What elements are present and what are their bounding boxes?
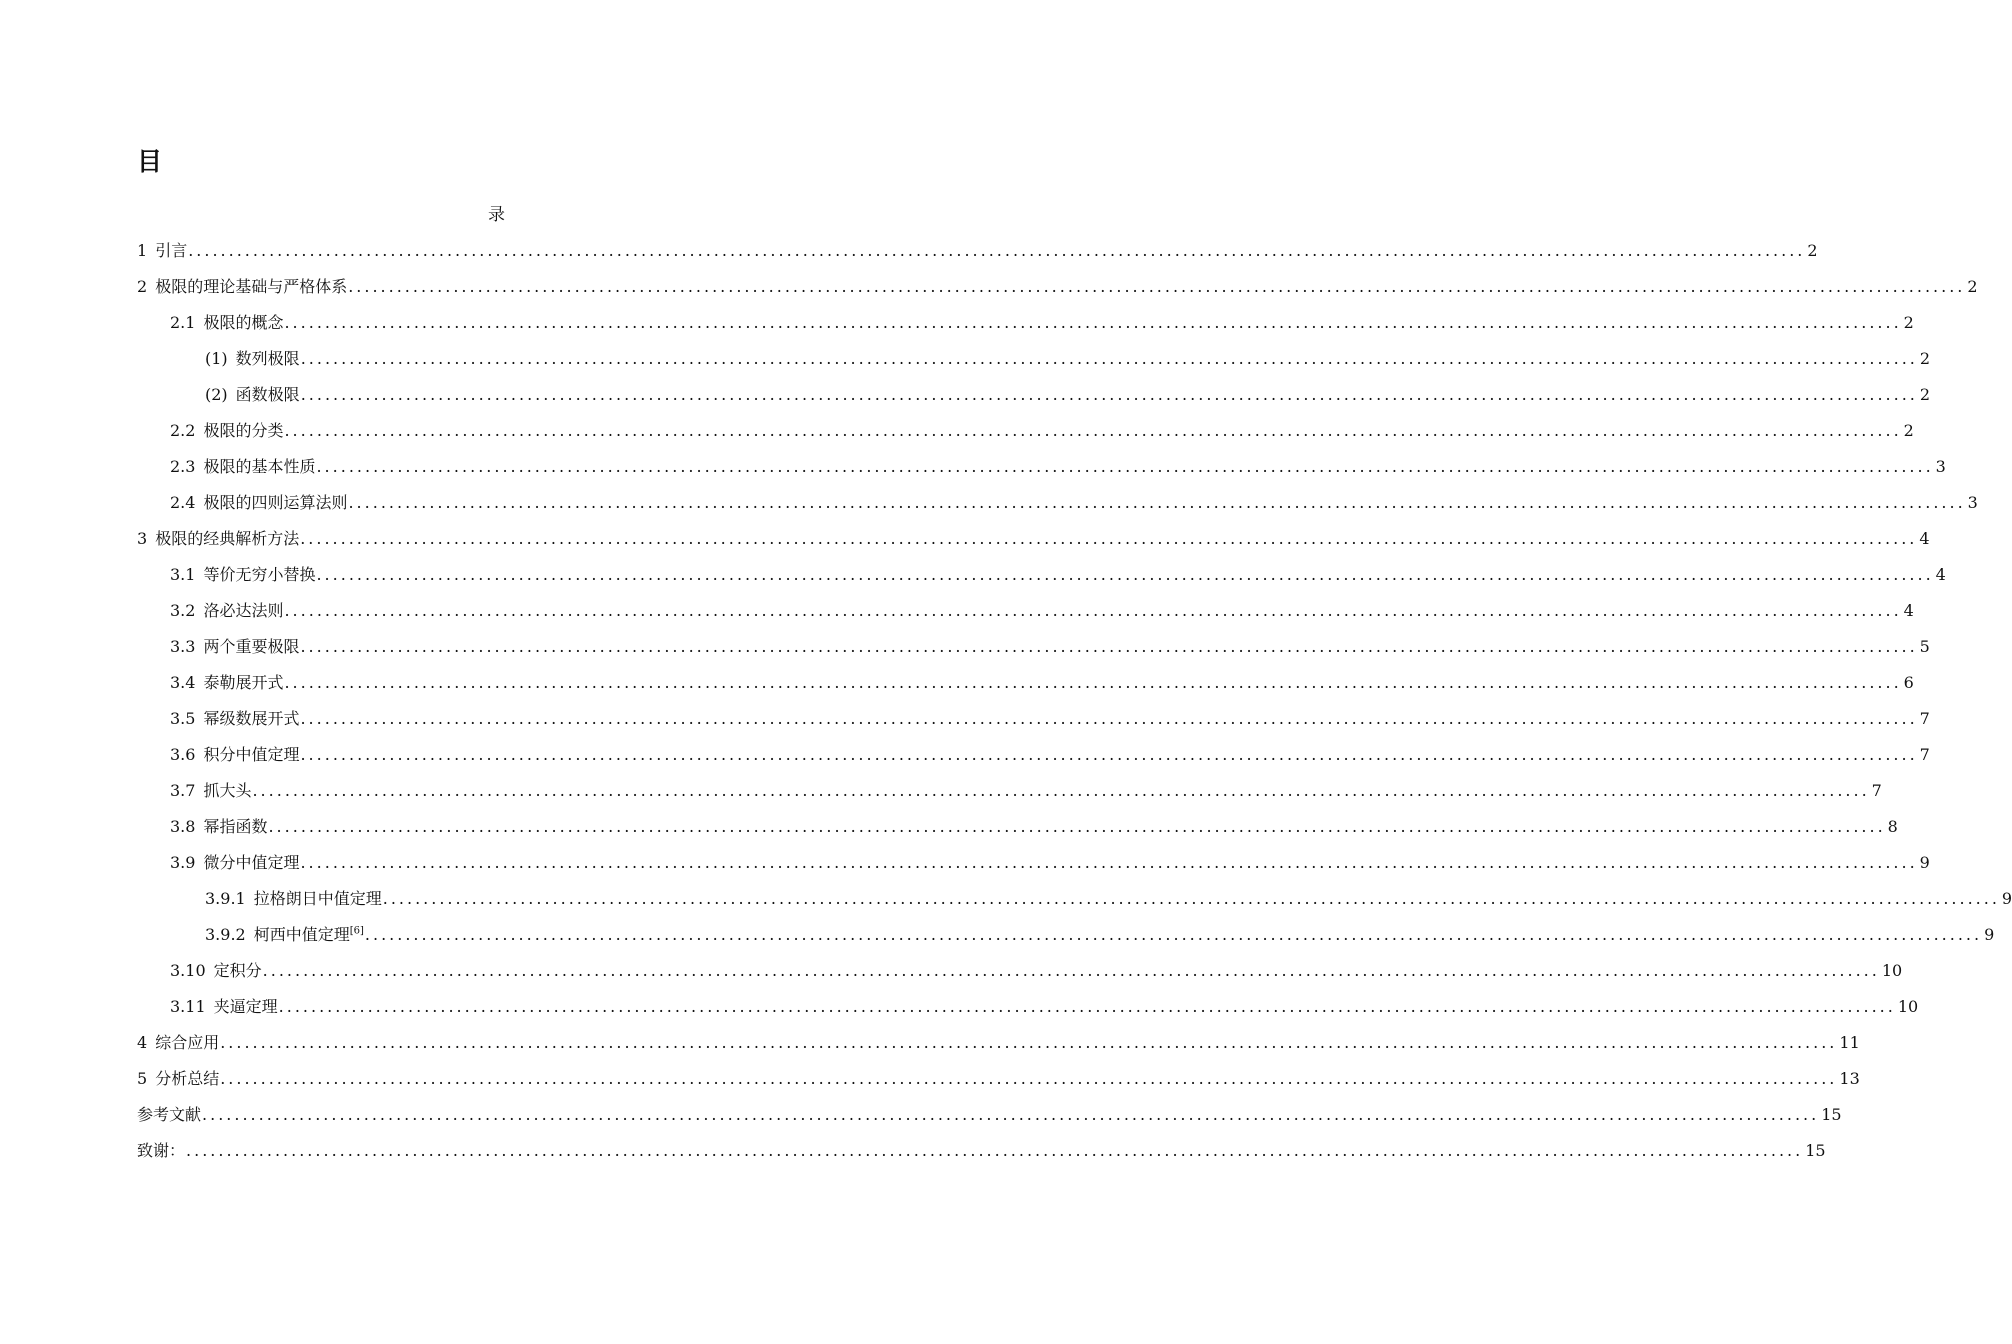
toc-entry-title: 定积分 [213, 961, 262, 980]
toc-entry-number: 3.9.1 [205, 889, 246, 908]
toc-leader-dots: ........................................................................................................................................................................................................ [300, 349, 1918, 368]
toc-entry[interactable] [170, 953, 1903, 989]
toc-entry-number: 2.1 [170, 313, 196, 332]
toc-entry-title: 参考文献 [137, 1105, 202, 1124]
toc-entry-page: 3 [1967, 493, 1978, 512]
toc-leader-dots: ........................................................................................................................................................................................................ [284, 673, 1902, 692]
toc-entry-number: 3.6 [170, 745, 196, 764]
toc-entry-number: 3.8 [170, 817, 196, 836]
toc-entry-title: 等价无穷小替换 [203, 565, 316, 584]
toc-leader-dots: ........................................................................................................................................................................................................ [382, 889, 2000, 908]
toc-entry-page: 13 [1839, 1069, 1860, 1088]
toc-entry[interactable] [205, 377, 1931, 413]
toc-leader-dots: ........................................................................................................................................................................................................ [284, 601, 1902, 620]
toc-entry-page: 9 [2001, 889, 2012, 908]
toc-leader-dots: ........................................................................................................................................................................................................ [348, 493, 1966, 512]
toc-entry-number: 4 [137, 1033, 148, 1052]
toc-entry[interactable] [170, 557, 1946, 593]
toc-entry-title: 拉格朗日中值定理 [253, 889, 382, 908]
toc-leader-dots: ........................................................................................................................................................................................................ [186, 1141, 1804, 1160]
toc-entry[interactable] [137, 1133, 1826, 1169]
toc-entry-number: 5 [137, 1069, 148, 1088]
toc-entry-title: 洛必达法则 [203, 601, 284, 620]
toc-entry-number: 3.9.2 [205, 925, 246, 944]
toc-entry-number: 3.3 [170, 637, 196, 656]
toc-entry[interactable] [170, 809, 1898, 845]
toc-entry-number: 2.4 [170, 493, 196, 512]
toc-entry-title: 极限的分类 [203, 421, 284, 440]
toc-entry-number: 3.1 [170, 565, 196, 584]
toc-entry[interactable] [205, 881, 2012, 917]
toc-entry-title: 引言 [155, 241, 188, 260]
toc-entry-page: 5 [1919, 637, 1930, 656]
toc-entry[interactable] [205, 341, 1931, 377]
toc-entry-title: 综合应用 [155, 1033, 220, 1052]
toc-entry-page: 2 [1903, 313, 1914, 332]
toc-leader-dots: ........................................................................................................................................................................................................ [262, 961, 1880, 980]
toc-entry-title: 微分中值定理 [203, 853, 300, 872]
toc-leader-dots: ........................................................................................................................................................................................................ [364, 925, 1983, 944]
toc-entry[interactable] [137, 521, 1930, 557]
toc-leader-dots: ........................................................................................................................................................................................................ [300, 853, 1918, 872]
toc-entry-page: 4 [1935, 565, 1946, 584]
toc-leader-dots: ........................................................................................................................................................................................................ [316, 457, 1934, 476]
toc-entry-title: 积分中值定理 [203, 745, 300, 764]
toc-entry-number: 2.2 [170, 421, 196, 440]
toc-leader-dots: ........................................................................................................................................................................................................ [284, 421, 1902, 440]
toc-leader-dots: ........................................................................................................................................................................................................ [220, 1033, 1838, 1052]
toc-entry-number: 3.7 [170, 781, 196, 800]
toc-entry-page: 10 [1897, 997, 1919, 1016]
toc-entry-number: 3.10 [170, 961, 206, 980]
toc-entry-page: 10 [1881, 961, 1903, 980]
toc-entry[interactable] [170, 485, 1978, 521]
toc-entry-number: (1) [205, 349, 228, 368]
toc-entry[interactable] [137, 1097, 1842, 1133]
toc-entry-title: 数列极限 [235, 349, 300, 368]
toc-entry-page: 2 [1919, 385, 1931, 404]
toc-leader-dots: ........................................................................................................................................................................................................ [268, 817, 1886, 836]
toc-entry[interactable] [170, 989, 1919, 1025]
toc-entry-page: 8 [1887, 817, 1898, 836]
toc-entry[interactable] [137, 1025, 1860, 1061]
citation-superscript: [6] [349, 925, 364, 937]
toc-entry-number: 2 [137, 277, 148, 296]
toc-entry-page: 4 [1919, 529, 1930, 548]
toc-leader-dots: ........................................................................................................................................................................................................ [300, 745, 1918, 764]
toc-entry[interactable] [137, 233, 1818, 269]
toc-entry[interactable] [170, 737, 1930, 773]
toc-entry-page: 15 [1805, 1141, 1826, 1160]
toc-entry-number: 3.4 [170, 673, 196, 692]
toc-entry-page: 9 [1919, 853, 1930, 872]
toc-leader-dots: ........................................................................................................................................................................................................ [202, 1105, 1820, 1124]
toc-entry[interactable] [137, 269, 1978, 305]
toc-entry-title: 极限的概念 [203, 313, 284, 332]
toc-leader-dots: ........................................................................................................................................................................................................ [220, 1069, 1838, 1088]
toc-entry-number: 3.5 [170, 709, 196, 728]
toc-entry-page: 11 [1839, 1033, 1860, 1052]
toc-entry-page: 3 [1935, 457, 1946, 476]
toc-entry[interactable] [205, 917, 1995, 953]
toc-entry-page: 6 [1903, 673, 1914, 692]
toc-entry[interactable] [170, 773, 1882, 809]
toc-leader-dots: ........................................................................................................................................................................................................ [300, 709, 1918, 728]
toc-leader-dots: ........................................................................................................................................................................................................ [252, 781, 1870, 800]
toc-entry-page: 7 [1919, 709, 1930, 728]
toc-entry-title: 幂级数展开式 [203, 709, 300, 728]
toc-entry-page: 15 [1821, 1105, 1842, 1124]
toc-entry-title: 夹逼定理 [213, 997, 278, 1016]
toc-entry[interactable] [170, 593, 1914, 629]
toc-entry[interactable] [170, 665, 1914, 701]
toc-entry[interactable] [170, 701, 1930, 737]
toc-heading-top: 目 [137, 147, 163, 176]
toc-leader-dots: ........................................................................................................................................................................................................ [300, 637, 1918, 656]
toc-leader-dots: ........................................................................................................................................................................................................ [316, 565, 1934, 584]
toc-entry-title: 极限的基本性质 [203, 457, 316, 476]
toc-entry[interactable] [170, 629, 1930, 665]
toc-entry-number: 3 [137, 529, 148, 548]
toc-entry[interactable] [170, 305, 1914, 341]
toc-entry-title: 函数极限 [235, 385, 300, 404]
toc-entry-number: 3.11 [170, 997, 206, 1016]
toc-leader-dots: ........................................................................................................................................................................................................ [300, 529, 1918, 548]
toc-entry-page: 7 [1919, 745, 1930, 764]
toc-entry[interactable] [170, 449, 1946, 485]
toc-entry-title: 分析总结 [155, 1069, 220, 1088]
toc-entry[interactable] [137, 1061, 1860, 1097]
toc-entry-page: 7 [1871, 781, 1882, 800]
toc-entry-page: 4 [1903, 601, 1914, 620]
toc-heading-sub: 录 [488, 205, 505, 225]
toc-entry-title: 柯西中值定理 [253, 925, 350, 944]
toc-leader-dots: ........................................................................................................................................................................................................ [300, 385, 1918, 404]
toc-leader-dots: ........................................................................................................................................................................................................ [278, 997, 1896, 1016]
toc-entry-number: 1 [137, 241, 148, 260]
toc-entry-page: 2 [1919, 349, 1931, 368]
toc-entry-number: 3.9 [170, 853, 196, 872]
toc-entry-number: 3.2 [170, 601, 196, 620]
toc-entry-page: 2 [1807, 241, 1818, 260]
toc-entry-title: 极限的理论基础与严格体系 [155, 277, 348, 296]
toc-leader-dots: ........................................................................................................................................................................................................ [284, 313, 1902, 332]
toc-entry-title: 致谢： [137, 1141, 186, 1160]
toc-entry-title: 幂指函数 [203, 817, 268, 836]
toc-entry-number: 2.3 [170, 457, 196, 476]
toc-leader-dots: ........................................................................................................................................................................................................ [188, 241, 1806, 260]
toc-entry-page: 2 [1967, 277, 1978, 296]
toc-entry-title: 极限的四则运算法则 [203, 493, 348, 512]
toc-entry[interactable] [170, 845, 1930, 881]
toc-leader-dots: ........................................................................................................................................................................................................ [348, 277, 1966, 296]
toc-entry-title: 抓大头 [203, 781, 252, 800]
toc-entry-title: 泰勒展开式 [203, 673, 284, 692]
toc-entry-page: 2 [1903, 421, 1914, 440]
toc-entry[interactable] [170, 413, 1914, 449]
toc-entry-number: (2) [205, 385, 228, 404]
toc-entry-page: 9 [1984, 925, 1995, 944]
toc-entry-title: 极限的经典解析方法 [155, 529, 300, 548]
toc-entry-title: 两个重要极限 [203, 637, 300, 656]
